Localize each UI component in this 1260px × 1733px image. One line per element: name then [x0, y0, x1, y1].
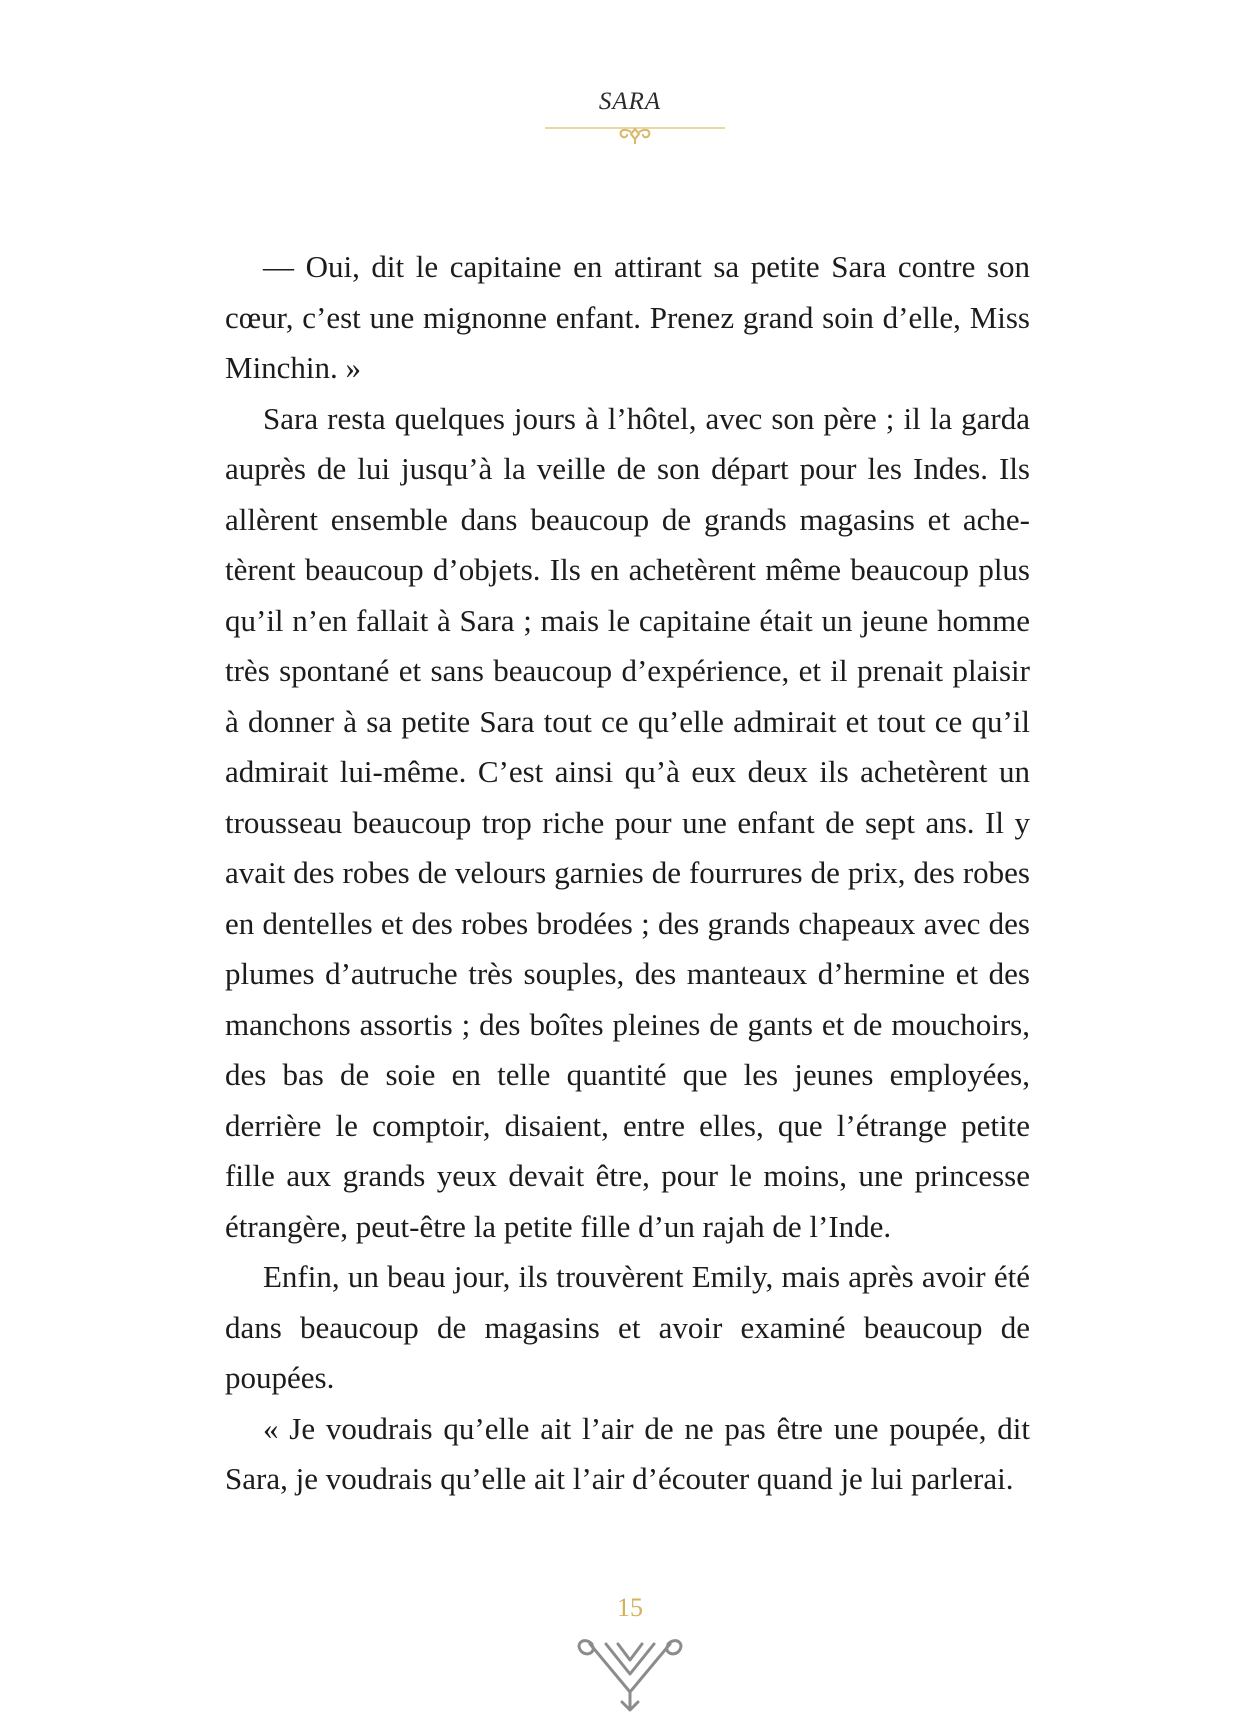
body-text — [225, 242, 1030, 1505]
paragraph-1: — Oui, dit le capitaine en attirant sa petite Sara contre son cœur, c’est une mignonne enfant. Prenez grand soin d’elle, Miss Minchin. » — [225, 249, 1030, 385]
running-header — [0, 88, 1260, 116]
paragraph-4: « Je voudrais qu’elle ait l’air de ne pas être une poupée, dit Sara, je voudrais qu’elle ait l’air d’écouter quand je lui parlerai. — [225, 1410, 1030, 1496]
page-number: 15 — [617, 1593, 643, 1622]
paragraph-2: Sara resta quelques jours à l’hôtel, avec son père ; il la garda auprès de lui jusqu’à la veille de son départ pour les Indes. Ils allèrent ensemble dans beaucoup de grands magasins et achetèrent beaucoup d’objets. Ils en achetèrent même beaucoup plus qu’il n’en fallait à Sara ; mais le capitaine était un jeune homme très spontané et sans beaucoup d’expérience, et il prenait plaisir à donner à sa petite Sara tout ce qu’elle admirait et tout ce qu’il admirait lui-même. C’est ainsi qu’à eux deux ils achetèrent un trousseau beaucoup trop riche pour une enfant de sept ans. Il y avait des robes de velours garnies de fourrures de prix, des robes en dentelles et des robes brodées ; des grands chapeaux avec des plumes d’autruche très souples, des manteaux d’hermine et des manchons assortis ; des boîtes pleines de gants et de mouchoirs, des bas de soie en telle quantité que les jeunes employées, derrière le comptoir, disaient, entre elles, que l’étrange petite fille aux grands yeux devait être, pour le moins, une princesse étrangère, peut-être la petite fille d’un rajah de l’Inde. — [225, 400, 1030, 1244]
footer-ornament-icon — [570, 1622, 690, 1712]
running-title: SARA — [598, 88, 662, 115]
paragraph-3: Enfin, un beau jour, ils trouvèrent Emily, mais après avoir été dans beaucoup de magasins et avoir examiné beaucoup de poupées. — [225, 1259, 1030, 1395]
header-ornament-icon — [545, 120, 725, 150]
